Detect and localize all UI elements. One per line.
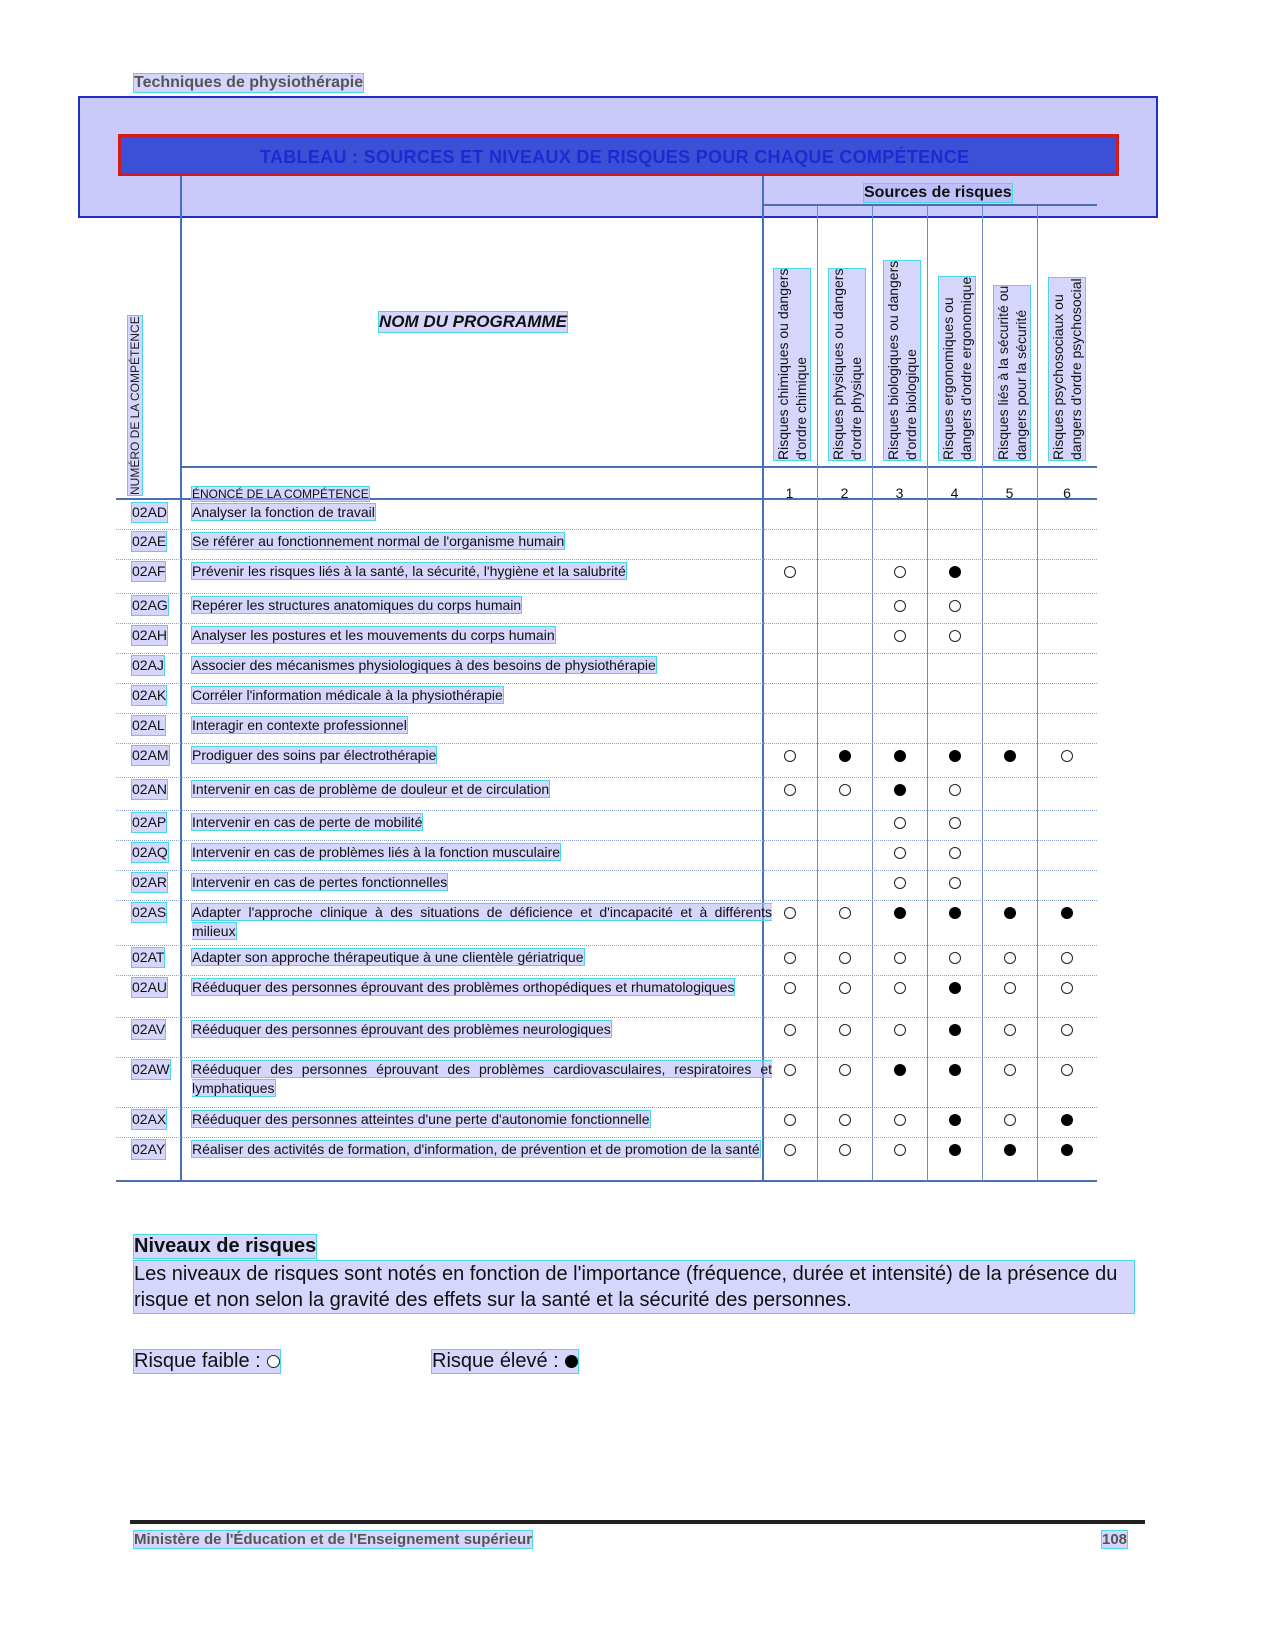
- competency-statement-cell: [192, 873, 772, 892]
- risk-column-header-line: Risques psychosociaux ou: [1050, 294, 1066, 460]
- risk-column-number: 1: [785, 485, 794, 501]
- row-divider: [116, 1137, 1097, 1138]
- row-divider: [116, 559, 1097, 560]
- competency-code: 02AS: [132, 904, 167, 920]
- table-title: TABLEAU : SOURCES ET NIVEAUX DE RISQUES POUR CHAQUE COMPÉTENCE: [260, 147, 970, 167]
- competency-statement-cell: [192, 686, 772, 705]
- row-divider: [116, 529, 1097, 530]
- competency-statement-cell: [192, 596, 772, 615]
- low-risk-icon: [784, 1114, 796, 1126]
- column-divider: [982, 206, 983, 1181]
- competency-statement-cell: [192, 562, 772, 581]
- high-risk-icon: [1061, 1144, 1073, 1156]
- risk-column-header-line: Risques physiques ou dangers: [830, 268, 846, 460]
- high-risk-icon: [1061, 907, 1073, 919]
- competency-statement-cell: [192, 1020, 772, 1039]
- high-risk-icon: [894, 1064, 906, 1076]
- competency-statement: Intervenir en cas de pertes fonctionnelles: [192, 874, 448, 890]
- risk-column-header-line: Risques liés à la sécurité ou: [995, 285, 1011, 460]
- row-divider: [116, 975, 1097, 976]
- low-risk-icon: [784, 1144, 796, 1156]
- low-risk-icon: [894, 952, 906, 964]
- competency-statement-cell: [192, 532, 772, 551]
- high-risk-icon: [949, 907, 961, 919]
- competency-statement-cell: [192, 813, 772, 832]
- risk-column-number: 3: [895, 485, 904, 501]
- low-risk-icon: [1004, 1064, 1016, 1076]
- row-divider: [116, 743, 1097, 744]
- competency-statement-cell: [192, 948, 772, 967]
- competency-statement: Rééduquer des personnes éprouvant des problèmes neurologiques: [192, 1021, 611, 1037]
- risk-column-header-line: Risques chimiques ou dangers: [775, 268, 791, 460]
- low-risk-icon: [949, 877, 961, 889]
- low-risk-icon: [1004, 952, 1016, 964]
- high-risk-icon: [949, 1144, 961, 1156]
- competency-code: 02AH: [132, 627, 168, 643]
- competency-statement-cell: [192, 1060, 772, 1098]
- footer-ministry: Ministère de l'Éducation et de l'Enseignement supérieur: [134, 1531, 533, 1548]
- risk-column-number: 5: [1005, 485, 1014, 501]
- low-risk-icon: [894, 600, 906, 612]
- high-risk-icon: [565, 1355, 578, 1368]
- low-risk-icon: [839, 907, 851, 919]
- risk-column-header-line: dangers d'ordre psychosocial: [1068, 278, 1084, 460]
- competency-statement: Analyser la fonction de travail: [192, 504, 375, 520]
- low-risk-icon: [1061, 982, 1073, 994]
- competency-code: 02AM: [132, 747, 169, 763]
- competency-code: 02AL: [132, 717, 165, 733]
- enonce-label: ÉNONCÉ DE LA COMPÉTENCE: [192, 487, 369, 501]
- competency-statement: Intervenir en cas de problème de douleur et de circulation: [192, 781, 550, 797]
- risk-column-number: 4: [950, 485, 959, 501]
- risk-column-header-line: dangers pour la sécurité: [1013, 309, 1029, 460]
- levels-description: Les niveaux de risques sont notés en fonction de l'importance (fréquence, durée et intensité) de la présence du risque et non selon la gravité des effets sur la santé et la sécurité des personnes.: [134, 1261, 1134, 1313]
- risk-column-header-line: Risques biologiques ou dangers: [885, 260, 901, 460]
- competency-code: 02AD: [132, 504, 168, 520]
- levels-title: Niveaux de risques: [134, 1235, 317, 1257]
- low-risk-icon: [784, 907, 796, 919]
- low-risk-icon: [894, 982, 906, 994]
- low-risk-icon: [784, 1064, 796, 1076]
- competency-code: 02AF: [132, 563, 166, 579]
- legend-low-label: Risque faible :: [134, 1350, 261, 1372]
- row-divider: [116, 870, 1097, 871]
- risk-column-number: 2: [840, 485, 849, 501]
- risk-column-header-line: dangers d'ordre ergonomique: [958, 276, 974, 460]
- low-risk-icon: [839, 952, 851, 964]
- low-risk-icon: [949, 817, 961, 829]
- risk-column-header-line: d'ordre chimique: [793, 356, 809, 460]
- low-risk-icon: [894, 847, 906, 859]
- column-divider: [927, 206, 928, 1181]
- risk-column-header-5: [994, 286, 1030, 460]
- low-risk-icon: [894, 1114, 906, 1126]
- low-risk-icon: [839, 982, 851, 994]
- competency-code: 02AN: [132, 781, 168, 797]
- row-divider: [116, 840, 1097, 841]
- row-divider: [116, 713, 1097, 714]
- competency-statement-cell: [192, 1140, 772, 1159]
- low-risk-icon: [1061, 1024, 1073, 1036]
- grid-line: [116, 1180, 1097, 1182]
- competency-code: 02AG: [132, 597, 168, 613]
- competency-statement-cell: [192, 1110, 772, 1129]
- risk-column-number: 6: [1063, 485, 1071, 501]
- low-risk-icon: [839, 784, 851, 796]
- competency-code: 02AT: [132, 949, 165, 965]
- competency-statement-cell: [192, 903, 772, 941]
- row-divider: [116, 1107, 1097, 1108]
- document-header: Techniques de physiothérapie: [134, 74, 364, 91]
- competency-code: 02AW: [132, 1061, 170, 1077]
- column-divider: [872, 206, 873, 1181]
- competency-statement: Intervenir en cas de problèmes liés à la fonction musculaire: [192, 844, 561, 860]
- competency-code: 02AK: [132, 687, 167, 703]
- low-risk-icon: [1004, 1114, 1016, 1126]
- sources-heading: Sources de risques: [864, 184, 1012, 201]
- competency-statement-cell: [192, 843, 772, 862]
- high-risk-icon: [894, 907, 906, 919]
- high-risk-icon: [949, 982, 961, 994]
- low-risk-icon: [839, 1114, 851, 1126]
- low-risk-icon: [784, 1024, 796, 1036]
- low-risk-icon: [1004, 1024, 1016, 1036]
- competency-statement-cell: [192, 716, 772, 735]
- grid-line: [180, 176, 182, 1181]
- low-risk-icon: [267, 1355, 280, 1368]
- high-risk-icon: [1004, 750, 1016, 762]
- competency-statement: Se référer au fonctionnement normal de l'organisme humain: [192, 533, 565, 549]
- competency-statement-cell: [192, 780, 772, 799]
- competency-code: 02AP: [132, 814, 167, 830]
- high-risk-icon: [949, 1024, 961, 1036]
- low-risk-icon: [1004, 982, 1016, 994]
- low-risk-icon: [949, 630, 961, 642]
- low-risk-icon: [784, 750, 796, 762]
- competency-statement: Interagir en contexte professionnel: [192, 717, 407, 733]
- competency-code: 02AE: [132, 533, 167, 549]
- risk-column-header-line: d'ordre physique: [848, 356, 864, 460]
- row-divider: [116, 1017, 1097, 1018]
- low-risk-icon: [784, 952, 796, 964]
- high-risk-icon: [1004, 907, 1016, 919]
- low-risk-icon: [949, 784, 961, 796]
- competency-code: 02AV: [132, 1021, 166, 1037]
- competency-statement: Associer des mécanismes physiologiques à des besoins de physiothérapie: [192, 657, 656, 673]
- low-risk-icon: [1061, 750, 1073, 762]
- low-risk-icon: [894, 1024, 906, 1036]
- row-divider: [116, 777, 1097, 778]
- low-risk-icon: [1061, 952, 1073, 964]
- low-risk-icon: [894, 817, 906, 829]
- risk-column-header-line: d'ordre biologique: [903, 349, 919, 460]
- low-risk-icon: [894, 630, 906, 642]
- grid-line: [762, 204, 1097, 206]
- low-risk-icon: [894, 1144, 906, 1156]
- legend-low: [134, 1350, 280, 1373]
- low-risk-icon: [1061, 1064, 1073, 1076]
- high-risk-icon: [839, 750, 851, 762]
- risk-column-header-3: [884, 261, 920, 460]
- low-risk-icon: [784, 566, 796, 578]
- grid-line: [180, 466, 1097, 468]
- competency-statement-cell: [192, 978, 772, 997]
- risk-column-header-4: [939, 277, 975, 460]
- row-divider: [116, 1057, 1097, 1058]
- low-risk-icon: [894, 877, 906, 889]
- competency-statement: Rééduquer des personnes éprouvant des problèmes orthopédiques et rhumatologiques: [192, 979, 735, 995]
- row-divider: [116, 593, 1097, 594]
- row-divider: [116, 683, 1097, 684]
- programme-label: NOM DU PROGRAMME: [379, 312, 567, 331]
- risk-column-header-1: [774, 269, 810, 460]
- competency-statement: Adapter l'approche clinique à des situations de déficience et d'incapacité et à différents milieux: [192, 904, 772, 939]
- high-risk-icon: [949, 1064, 961, 1076]
- competency-statement: Intervenir en cas de perte de mobilité: [192, 814, 423, 830]
- competency-statement: Réaliser des activités de formation, d'information, de prévention et de promotion de la santé: [192, 1141, 760, 1157]
- competency-statement-cell: [192, 503, 772, 522]
- competency-statement-cell: [192, 626, 772, 645]
- risk-column-header-6: [1049, 278, 1085, 460]
- high-risk-icon: [1004, 1144, 1016, 1156]
- risk-column-header-2: [829, 269, 865, 460]
- competency-statement: Analyser les postures et les mouvements du corps humain: [192, 627, 555, 643]
- low-risk-icon: [839, 1064, 851, 1076]
- risk-column-header-line: Risques ergonomiques ou: [940, 297, 956, 460]
- footer-rule: [130, 1520, 1145, 1524]
- low-risk-icon: [949, 952, 961, 964]
- competency-code: 02AU: [132, 979, 168, 995]
- high-risk-icon: [894, 784, 906, 796]
- low-risk-icon: [839, 1024, 851, 1036]
- row-divider: [116, 810, 1097, 811]
- competency-statement-cell: [192, 746, 772, 765]
- competency-code: 02AR: [132, 874, 168, 890]
- high-risk-icon: [1061, 1114, 1073, 1126]
- low-risk-icon: [949, 847, 961, 859]
- competency-statement: Adapter son approche thérapeutique à une clientèle gériatrique: [192, 949, 584, 965]
- high-risk-icon: [949, 566, 961, 578]
- low-risk-icon: [784, 982, 796, 994]
- high-risk-icon: [949, 1114, 961, 1126]
- competency-statement: Repérer les structures anatomiques du corps humain: [192, 597, 522, 613]
- competency-statement-cell: [192, 656, 772, 675]
- competency-code: 02AX: [132, 1111, 167, 1127]
- competency-statement: Rééduquer des personnes atteintes d'une perte d'autonomie fonctionnelle: [192, 1111, 650, 1127]
- competency-statement: Corréler l'information médicale à la physiothérapie: [192, 687, 503, 703]
- page-number: 108: [1102, 1531, 1128, 1548]
- legend-high: [432, 1350, 578, 1373]
- competency-code: 02AJ: [132, 657, 164, 673]
- low-risk-icon: [949, 600, 961, 612]
- high-risk-icon: [949, 750, 961, 762]
- row-divider: [116, 653, 1097, 654]
- row-divider: [116, 900, 1097, 901]
- low-risk-icon: [894, 566, 906, 578]
- competency-statement: Prodiguer des soins par électrothérapie: [192, 747, 437, 763]
- low-risk-icon: [839, 1144, 851, 1156]
- competency-code: 02AQ: [132, 844, 168, 860]
- competency-statement: Rééduquer des personnes éprouvant des problèmes cardiovasculaires, respiratoires et lymphatiques: [192, 1061, 772, 1096]
- competency-code: 02AY: [132, 1141, 166, 1157]
- numero-competence-label: NUMÉRO DE LA COMPÉTENCE: [128, 316, 142, 495]
- row-divider: [116, 945, 1097, 946]
- legend-high-label: Risque élevé :: [432, 1350, 559, 1372]
- competency-statement: Prévenir les risques liés à la santé, la sécurité, l'hygiène et la salubrité: [192, 563, 626, 579]
- low-risk-icon: [784, 784, 796, 796]
- high-risk-icon: [894, 750, 906, 762]
- column-divider: [1037, 206, 1038, 1181]
- row-divider: [116, 623, 1097, 624]
- column-divider: [817, 206, 818, 1181]
